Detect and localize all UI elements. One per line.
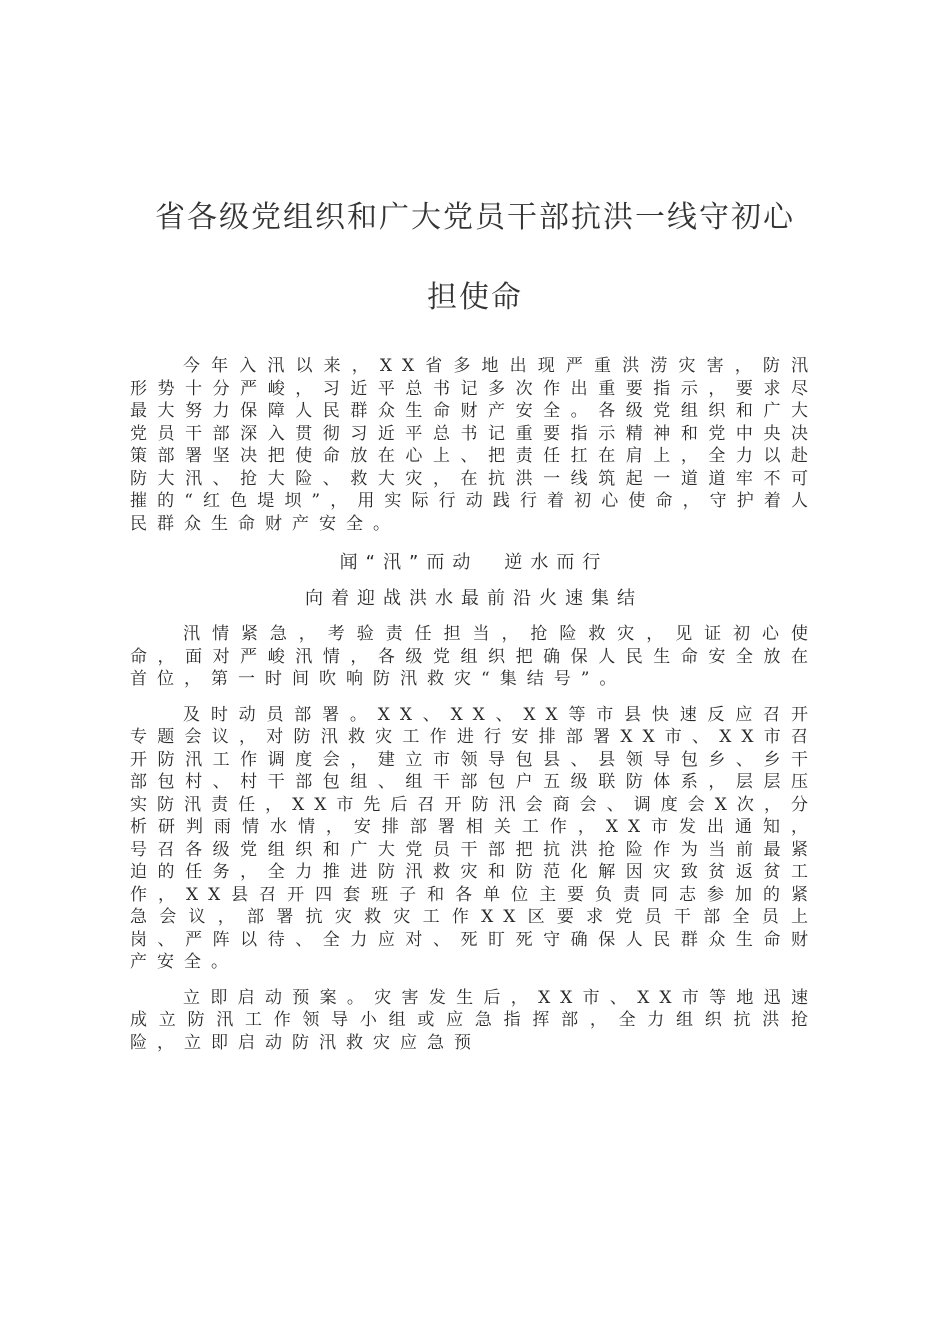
paragraph-intro: 今年入汛以来，XX省多地出现严重洪涝灾害，防汛形势十分严峻，习近平总书记多次作出重要指示，要求尽最大努力保障人民群众生命财产安全。各级党组织和广大党员干部深入贯彻习近平总书记重要指示精神和党中央决策部署坚决把使命放在心上、把责任扛在肩上，全力以赴防大汛、抢大险、救大灾，在抗洪一线筑起一道道牢不可摧的“红色堤坝”，用实际行动践行着初心使命，守护着人民群众生命财产安全。 [130,356,818,534]
paragraph-emergency-plan: 立即启动预案。灾害发生后，XX市、XX市等地迅速成立防汛工作领导小组或应急指挥部，全力组织抗洪抢险，立即启动防汛救灾应急预 [130,987,818,1053]
document-title-line-1: 省各级党组织和广大党员干部抗洪一线守初心 [155,200,795,235]
section-heading-line-1: 闻“汛”而动 逆水而行 [339,552,609,573]
document-body [130,355,818,1054]
document-title-line-2: 担使命 [427,280,523,315]
section-heading-line-2: 向着迎战洪水最前沿火速集结 [305,588,643,609]
paragraph-mobilization: 及时动员部署。XX、XX、XX等市县快速反应召开专题会议，对防汛救灾工作进行安排部署XX市、XX市召开防汛工作调度会，建立市领导包县、县领导包乡、乡干部包村、村干部包组、组干部包户五级联防体系，层层压实防汛责任，XX市先后召开防汛会商会、调度会X次，分析研判雨情水情，安排部署相关工作，XX市发出通知，号召各级党组织和广大党员干部把抗洪抢险作为当前最紧迫的任务，全力推进防汛救灾和防范化解因灾致贫返贫工作，XX县召开四套班子和各单位主要负责同志参加的紧急会议，部署抗灾救灾工作XX区要求党员干部全员上岗、严阵以待、全力应对、死盯死守确保人民群众生命财产安全。 [130,704,818,972]
paragraph-urgency: 汛情紧急，考验责任担当，抢险救灾，见证初心使命，面对严峻汛情，各级党组织把确保人民生命安全放在首位，第一时间吹响防汛救灾“集结号”。 [130,624,818,689]
